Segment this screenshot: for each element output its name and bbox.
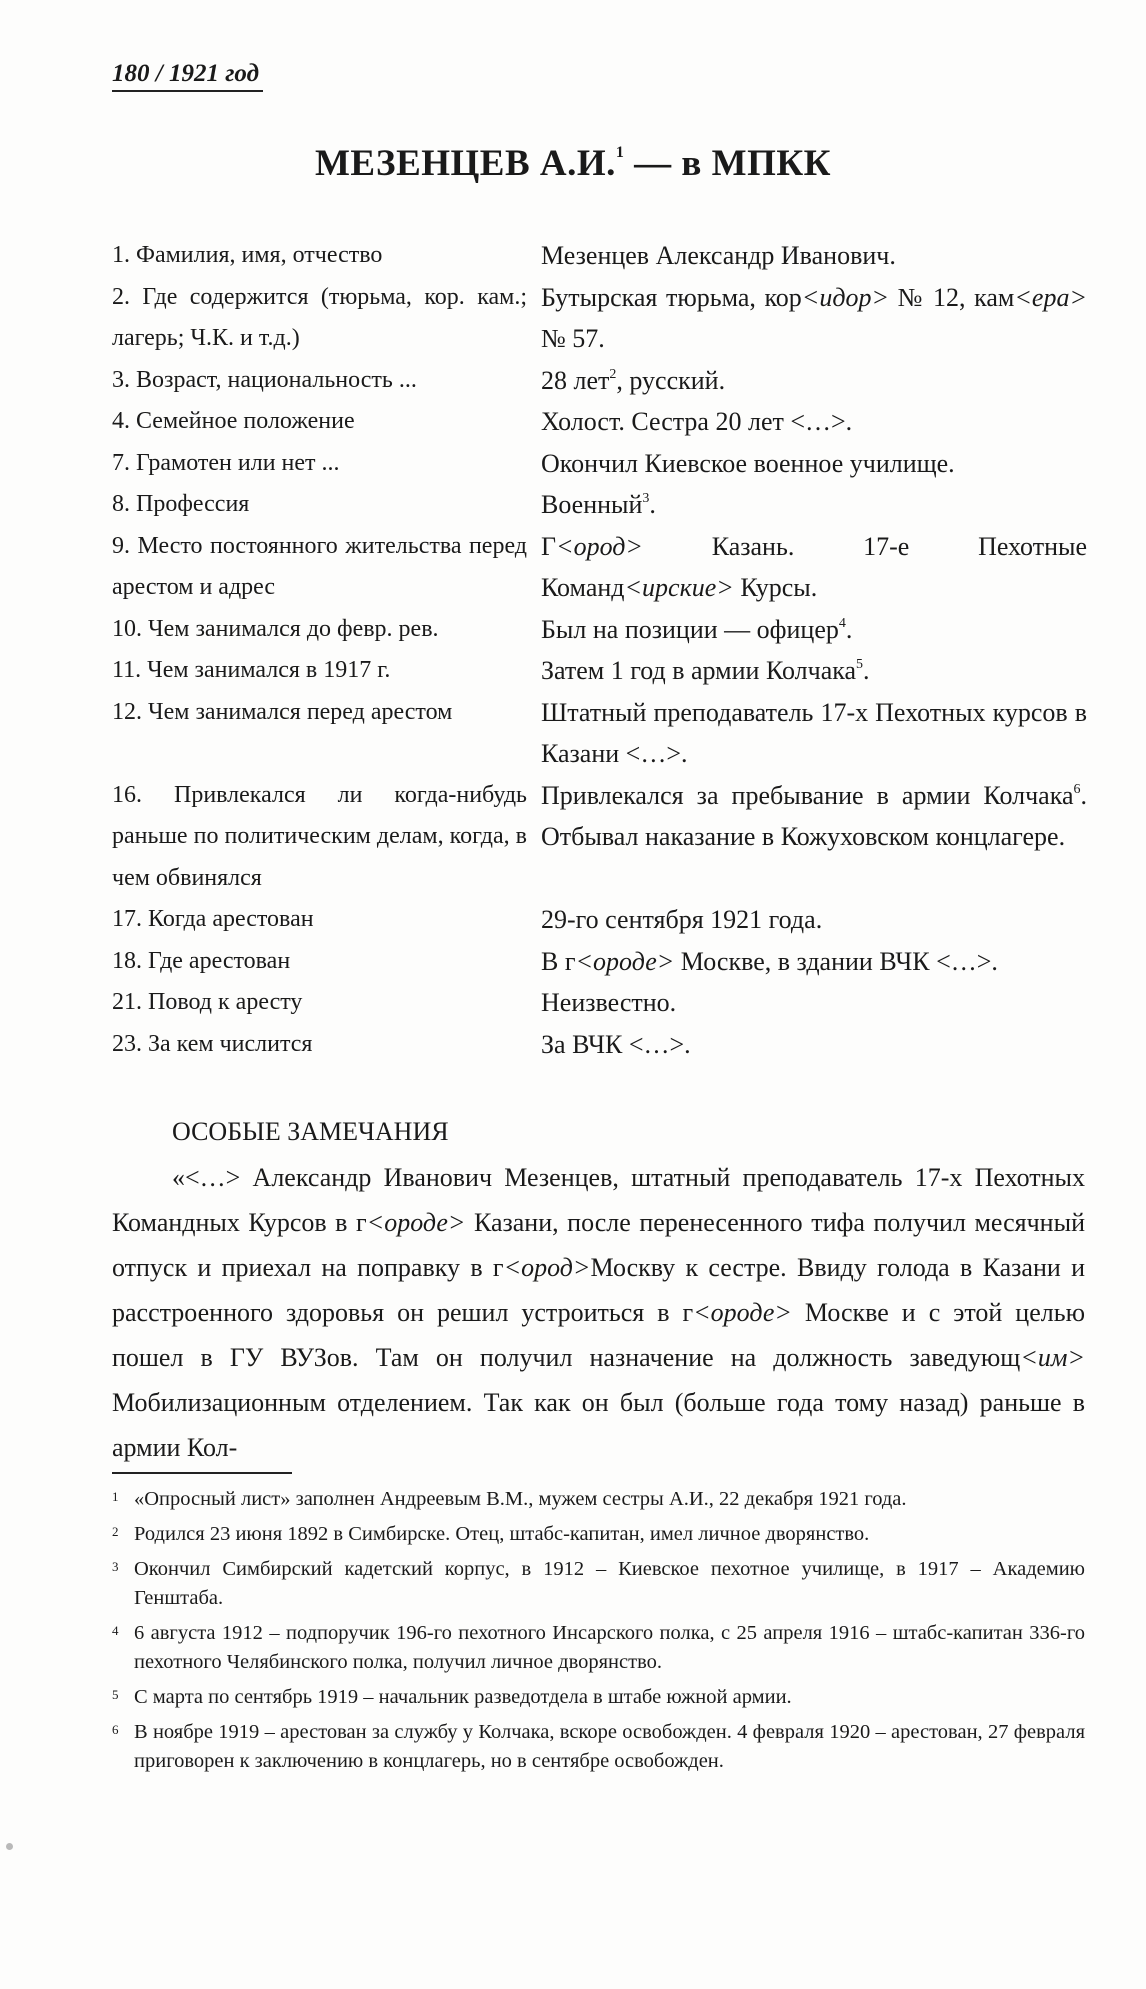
- footnote-number: 1: [112, 1489, 119, 1504]
- footnote-text: «Опросный лист» заполнен Андреевым В.М., мужем сестры А.И., 22 декабря 1921 года.: [134, 1488, 907, 1510]
- text-run: «<…> Александр Иванович Мезенцев, штатный преподаватель 17-х Пехотных Командных Курсов в г: [112, 1163, 1085, 1237]
- title-destination: — в МПКК: [624, 143, 832, 184]
- running-head: 180 / 1921 год: [112, 58, 263, 92]
- question-label: 11. Чем занимался в 1917 г.: [112, 657, 391, 683]
- footnote: [112, 1555, 1085, 1613]
- editorial-insertion: <им>: [1020, 1343, 1085, 1372]
- editorial-insertion: <ороде>: [366, 1208, 466, 1237]
- text-run: Военный: [541, 490, 643, 519]
- text-run: Был на позиции — офицер: [541, 614, 839, 644]
- footnote-number: 6: [112, 1722, 119, 1737]
- answer-text: [541, 443, 1087, 485]
- text-run: № 57.: [541, 324, 605, 353]
- footnote-ref: 5: [856, 657, 864, 672]
- footnote: [112, 1683, 1085, 1712]
- questionnaire-row: [112, 775, 1087, 900]
- questionnaire-row: [112, 443, 1087, 485]
- answer-text: [541, 899, 1087, 941]
- text-run: . Отбывал наказание в Кожуховском концлагере.: [541, 780, 1087, 851]
- questionnaire-row: [112, 401, 1087, 443]
- page-title: [0, 142, 1146, 185]
- text-run: .: [863, 656, 870, 685]
- text-run: Штатный преподаватель 17-х Пехотных курсов в Казани <…>.: [541, 697, 1087, 768]
- questionnaire-row: [112, 277, 1087, 360]
- text-run: 28 лет: [541, 365, 610, 395]
- footnote: [112, 1485, 1085, 1514]
- question-label: 7. Грамотен или нет ...: [112, 449, 340, 476]
- footnote-ref: 2: [609, 366, 617, 382]
- text-run: За ВЧК <…>.: [541, 1029, 691, 1059]
- editorial-insertion: <ороде>: [693, 1298, 792, 1327]
- text-run: 29-го сентября 1921 года.: [541, 905, 823, 934]
- footnote-text: 6 августа 1912 – подпоручик 196-го пехотного Инсарского полка, с 25 апреля 1916 – штабс-капитан 336-го пехотного Челябинского полка, получил личное дворянство.: [134, 1622, 1085, 1673]
- text-run: , русский.: [616, 365, 726, 395]
- question-label: 9. Место постоянного жительства перед арестом и адрес: [112, 532, 527, 600]
- editorial-insertion: <ера>: [1014, 282, 1087, 312]
- questionnaire-table: [112, 235, 1087, 1065]
- footnote-number: 5: [112, 1687, 119, 1702]
- footnote-number: 2: [112, 1524, 119, 1539]
- answer-text: [541, 360, 1087, 402]
- text-run: Казани, после перенесенного тифа получил месячный отпуск и приехал на поправку в г: [112, 1208, 1085, 1282]
- questionnaire-row: [112, 484, 1087, 526]
- footnote-text: В ноябре 1919 – арестован за службу у Колчака, вскоре освобожден. 4 февраля 1920 – арестован, 27 февраля приговорен к заключению в концлагерь, но в сентябре освобожден.: [134, 1721, 1085, 1772]
- text-run: Привлекался за пребывание в армии Колчака: [541, 780, 1074, 810]
- questionnaire-row: [112, 899, 1087, 941]
- question-label: 17. Когда арестован: [112, 906, 314, 932]
- answer-text: [541, 1024, 1087, 1066]
- text-run: Москве, в здании ВЧК <…>.: [674, 946, 998, 976]
- text-run: Москве и с этой целью пошел в ГУ ВУЗов. Там он получил назначение на должность заведующ: [112, 1298, 1085, 1372]
- answer-text: [541, 526, 1087, 609]
- text-run: Бутырская тюрьма, кор: [541, 282, 802, 312]
- questionnaire-row: [112, 650, 1087, 692]
- answer-text: [541, 941, 1087, 983]
- question-label: 21. Повод к аресту: [112, 989, 303, 1015]
- footnote-ref: 3: [642, 491, 650, 506]
- answer-text: [541, 277, 1087, 360]
- footnote-text: Окончил Симбирский кадетский корпус, в 1912 – Киевское пехотное училище, в 1917 – Академию Генштаба.: [134, 1558, 1085, 1609]
- question-label: 3. Возраст, национальность ...: [112, 366, 417, 393]
- question-label: 12. Чем занимался перед арестом: [112, 698, 453, 725]
- scan-speck: [6, 1843, 13, 1850]
- title-footnote-ref: 1: [615, 144, 625, 161]
- editorial-insertion: <идор>: [801, 282, 890, 312]
- title-main: МЕЗЕНЦЕВ А.И.: [314, 143, 616, 184]
- footnote: [112, 1520, 1085, 1549]
- question-label: 4. Семейное положение: [112, 408, 355, 434]
- text-run: Москву к сестре. Ввиду голода в Казани и расстроенного здоровья он решил устроиться в г: [112, 1253, 1085, 1327]
- text-run: Мезенцев Александр Иванович.: [541, 241, 896, 270]
- footnotes: [112, 1485, 1085, 1782]
- questionnaire-row: [112, 982, 1087, 1024]
- text-run: .: [845, 614, 853, 644]
- footnote-ref: 6: [1073, 781, 1081, 797]
- editorial-insertion: <ороде>: [575, 946, 675, 976]
- footnote: [112, 1718, 1085, 1776]
- answer-text: [541, 401, 1087, 443]
- questionnaire-row: [112, 692, 1087, 775]
- footnote-divider: [112, 1472, 292, 1474]
- footnote-number: 4: [112, 1623, 119, 1638]
- text-run: Казань. 17-е Пехотные Команд: [541, 531, 1087, 602]
- footnote-ref: 4: [838, 615, 846, 631]
- questionnaire-row: [112, 360, 1087, 402]
- answer-text: [541, 775, 1087, 900]
- questionnaire-row: [112, 526, 1087, 609]
- questionnaire-row: [112, 235, 1087, 277]
- text-run: Холост. Сестра 20 лет <…>.: [541, 407, 853, 436]
- question-label: 10. Чем занимался до февр. рев.: [112, 615, 439, 642]
- question-label: 18. Где арестован: [112, 947, 291, 974]
- footnote: [112, 1619, 1085, 1677]
- text-run: Затем 1 год в армии Колчака: [541, 656, 857, 685]
- text-run: Курсы.: [733, 573, 818, 602]
- questionnaire-row: [112, 609, 1087, 651]
- answer-text: [541, 650, 1087, 692]
- answer-text: [541, 982, 1087, 1024]
- notes-heading: ОСОБЫЕ ЗАМЕЧАНИЯ: [172, 1117, 449, 1146]
- question-label: 8. Профессия: [112, 491, 250, 517]
- text-run: Г: [541, 531, 557, 561]
- text-run: В г: [541, 946, 576, 976]
- text-run: .: [649, 490, 656, 519]
- questionnaire-row: [112, 1024, 1087, 1066]
- footnote-text: Родился 23 июня 1892 в Симбирске. Отец, штабс-капитан, имел личное дворянство.: [134, 1523, 870, 1545]
- notes-paragraph: [112, 1155, 1085, 1470]
- answer-text: [541, 484, 1087, 526]
- text-run: Окончил Киевское военное училище.: [541, 448, 955, 478]
- text-run: № 12, кам: [889, 282, 1015, 312]
- question-label: 1. Фамилия, имя, отчество: [112, 242, 383, 268]
- editorial-insertion: <ород>: [503, 1253, 591, 1282]
- text-run: Неизвестно.: [541, 988, 677, 1017]
- question-label: 23. За кем числится: [112, 1030, 313, 1057]
- text-run: Мобилизационным отделением. Так как он был (больше года тому назад) раньше в армии Кол-: [112, 1388, 1085, 1462]
- editorial-insertion: <ирские>: [624, 573, 734, 602]
- footnote-text: С марта по сентябрь 1919 – начальник разведотдела в штабе южной армии.: [134, 1686, 792, 1708]
- answer-text: [541, 609, 1087, 651]
- footnote-number: 3: [112, 1559, 119, 1574]
- question-label: 16. Привлекался ли когда-нибудь раньше по политическим делам, когда, в чем обвинялся: [112, 781, 527, 891]
- questionnaire-row: [112, 941, 1087, 983]
- answer-text: [541, 235, 1087, 277]
- answer-text: [541, 692, 1087, 775]
- question-label: 2. Где содержится (тюрьма, кор. кам.; лагерь; Ч.К. и т.д.): [112, 283, 527, 351]
- editorial-insertion: <ород>: [556, 531, 643, 561]
